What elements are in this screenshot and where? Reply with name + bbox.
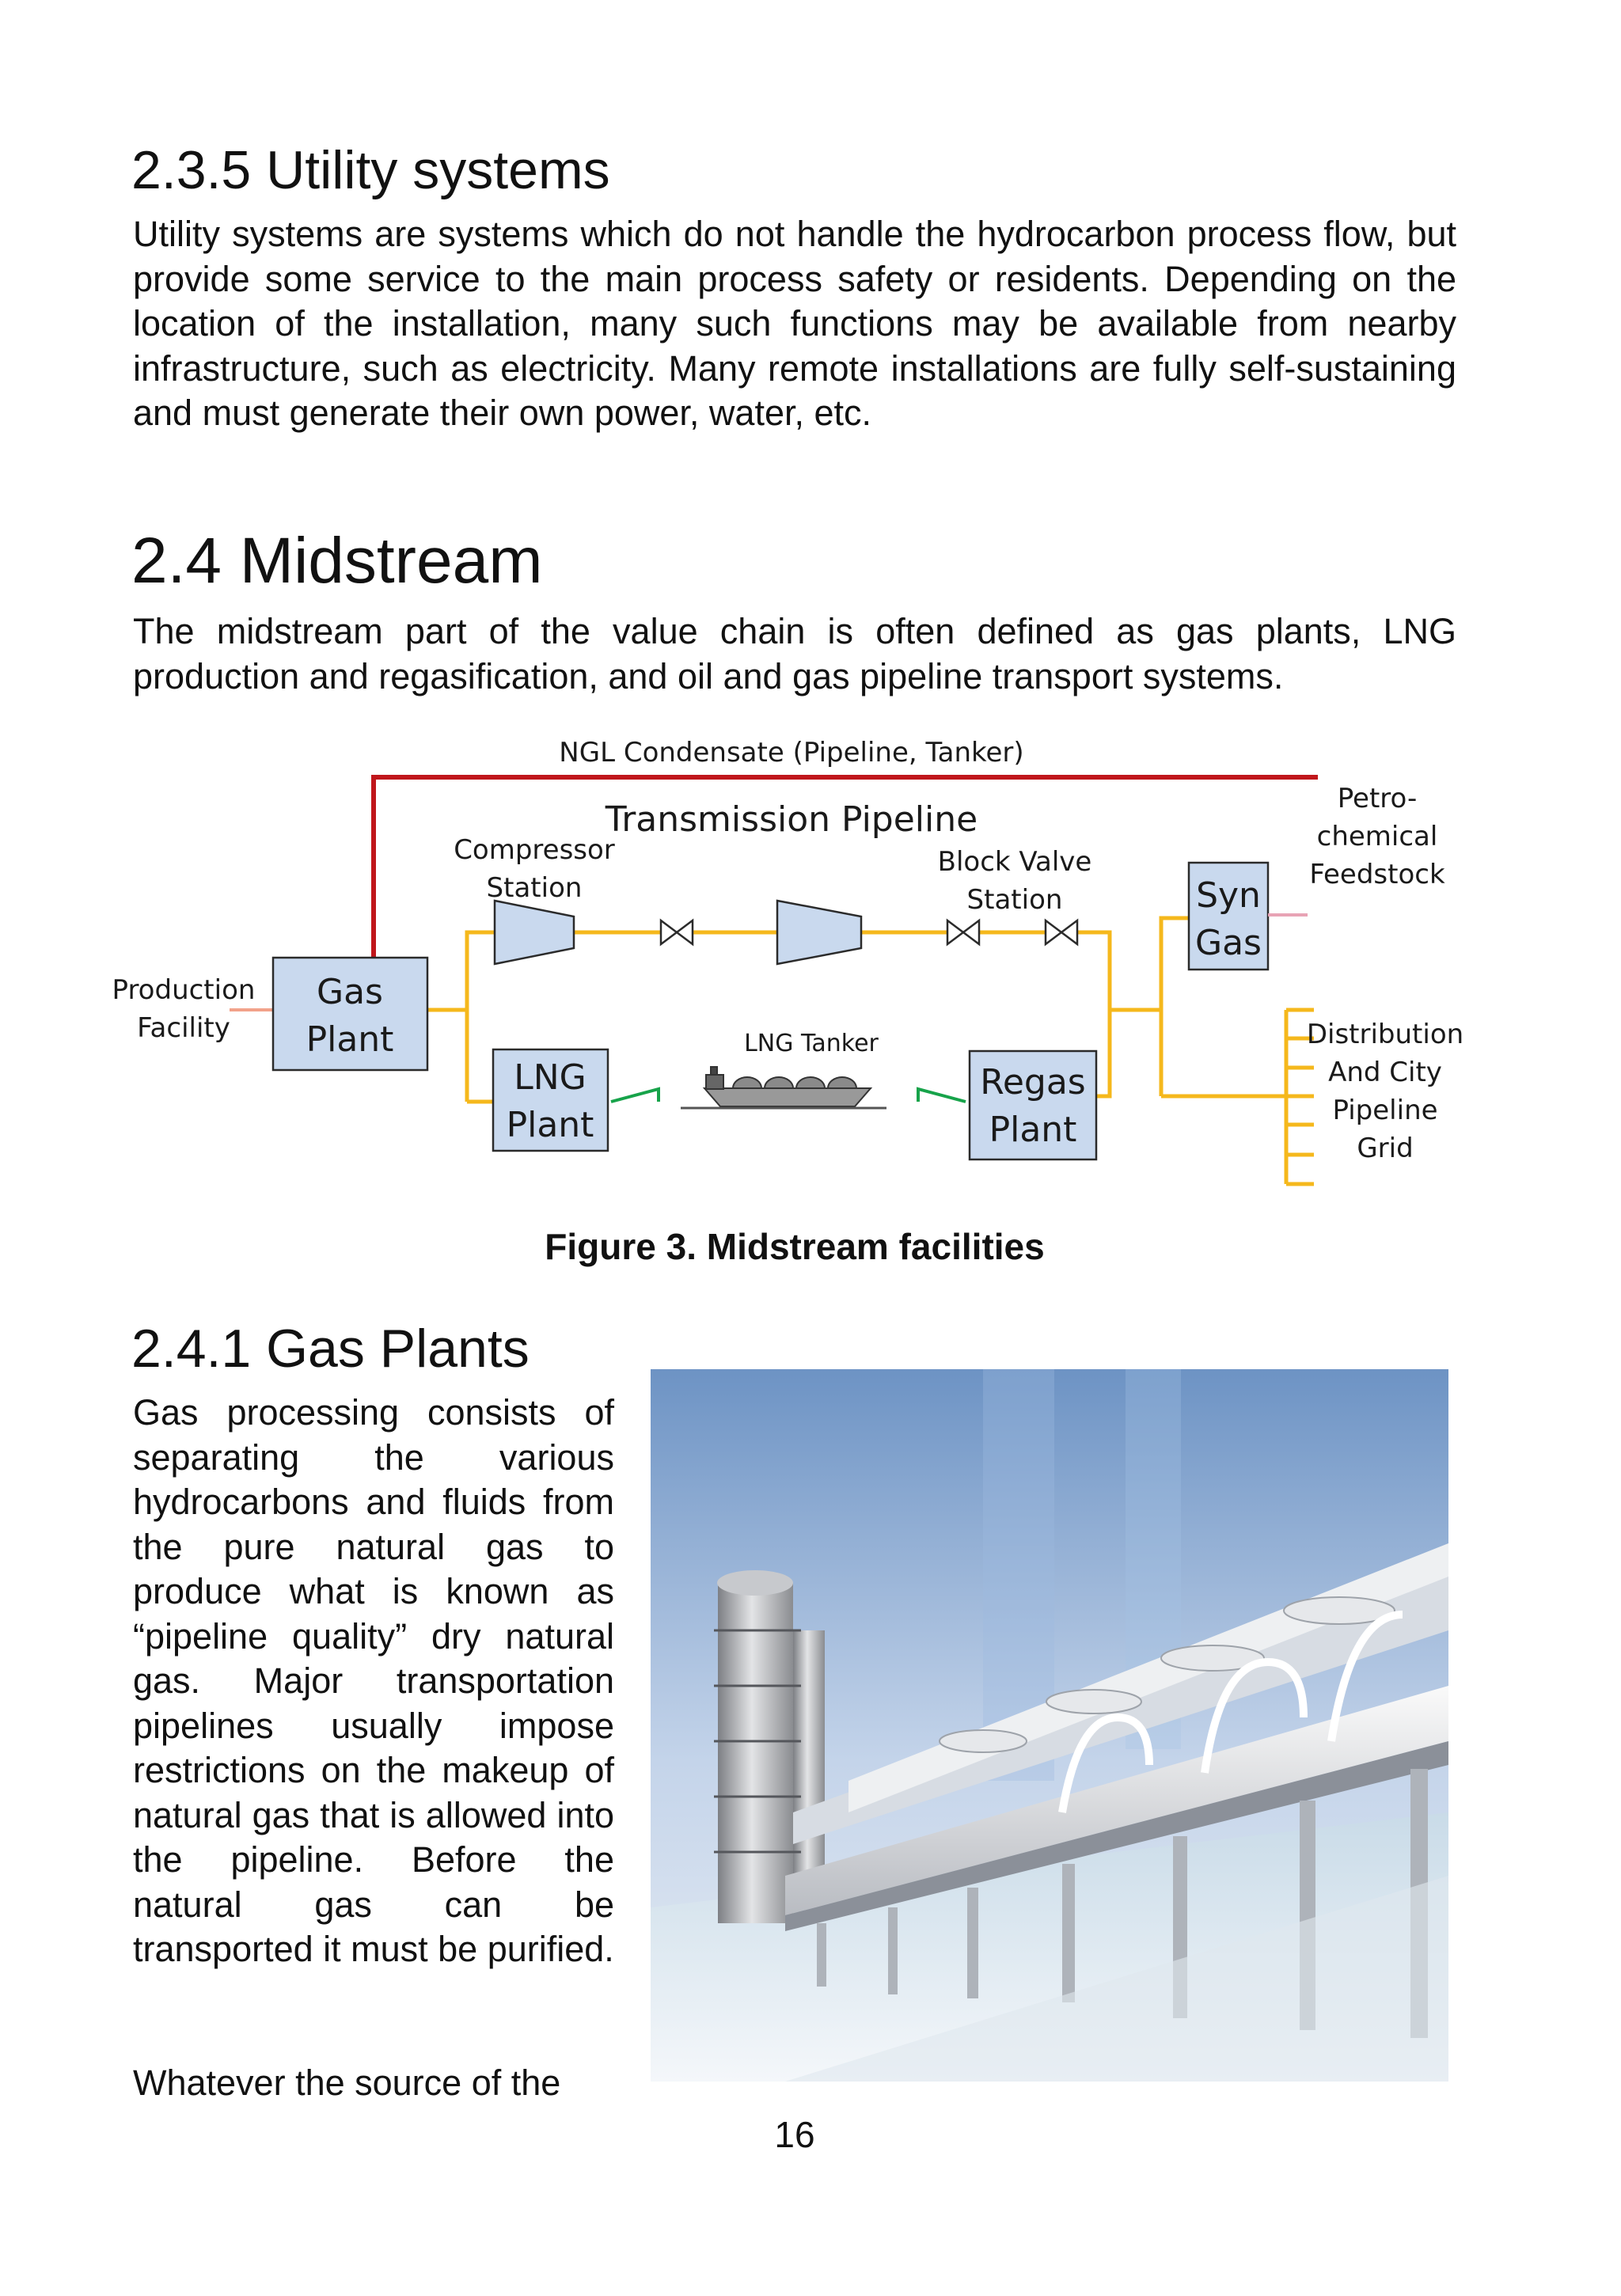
lng-plant-label-line1: LNG bbox=[514, 1057, 587, 1098]
block-valve-icon-2 bbox=[1046, 920, 1077, 944]
heading-gas-plants: 2.4.1 Gas Plants bbox=[131, 1319, 530, 1379]
lng-export-link bbox=[611, 1089, 659, 1102]
regas-plant-label-line1: Regas bbox=[980, 1062, 1086, 1102]
heading-utility-systems: 2.3.5 Utility systems bbox=[131, 140, 610, 200]
distribution-label-line2: And City bbox=[1328, 1057, 1442, 1088]
syn-gas-label-line1: Syn bbox=[1196, 875, 1261, 916]
midstream-facilities-diagram bbox=[95, 720, 1488, 1203]
lng-tanker-icon bbox=[681, 1067, 886, 1108]
petrochemical-label-line1: Petro- bbox=[1337, 783, 1418, 814]
gas-plant-label-line2: Plant bbox=[306, 1019, 394, 1060]
block-valve-label-line1: Block Valve bbox=[937, 846, 1092, 878]
petrochemical-label-line2: chemical bbox=[1316, 821, 1438, 852]
syn-gas-label-line2: Gas bbox=[1195, 923, 1262, 963]
distribution-label-line3: Pipeline bbox=[1332, 1095, 1438, 1126]
figure-caption: Figure 3. Midstream facilities bbox=[545, 1226, 1045, 1267]
ngl-condensate-label: NGL Condensate (Pipeline, Tanker) bbox=[559, 737, 1024, 768]
paragraph-midstream: The midstream part of the value chain is often defined as gas plants, LNG production and regasification, and oil and gas pipeline transport systems. bbox=[133, 611, 1456, 696]
regas-plant-label-line2: Plant bbox=[989, 1110, 1077, 1150]
paragraph-utility-systems: Utility systems are systems which do not handle the hydrocarbon process flow, but provide some service to the main process safety or residents. Depending on the location of the installation, many such functions may be available from nearby infrastructure, such as electricity. Many remote installations are fully self-sustaining and must generate their own power, water, etc. bbox=[133, 214, 1456, 433]
valve-icon bbox=[661, 920, 693, 944]
block-valve-icon bbox=[947, 920, 979, 944]
production-facility-label-line2: Facility bbox=[137, 1012, 230, 1044]
distribution-label-line4: Grid bbox=[1357, 1133, 1414, 1164]
paragraph-gas-plants: Gas processing consists of separating the various hydrocarbons and fluids from the pure natural gas to produce what is known as “pipeline quality” dry natural gas. Major transportation pipelines usually impose restrictions on the makeup of natural gas that is allowed into the pipeline. Before the natural gas can be transported it must be purified. bbox=[133, 1392, 614, 1969]
compressor-station-icon bbox=[495, 901, 574, 964]
production-facility-label-line1: Production bbox=[112, 974, 256, 1006]
paragraph-gas-plants-continued: Whatever the source of the bbox=[133, 2063, 561, 2103]
gas-plant-photo bbox=[651, 1369, 1448, 2082]
petrochemical-label-line3: Feedstock bbox=[1309, 859, 1445, 890]
distribution-label-line1: Distribution bbox=[1306, 1019, 1464, 1050]
lng-tanker-label: LNG Tanker bbox=[744, 1030, 879, 1057]
block-valve-label-line2: Station bbox=[966, 884, 1063, 916]
heading-midstream: 2.4 Midstream bbox=[131, 525, 543, 597]
transmission-pipeline-label: Transmission Pipeline bbox=[605, 799, 978, 840]
page-number: 16 bbox=[774, 2114, 815, 2155]
compressor-icon-2 bbox=[777, 901, 861, 964]
compressor-station-label-line1: Compressor bbox=[454, 834, 615, 866]
compressor-station-label-line2: Station bbox=[486, 872, 583, 904]
gas-plant-label-line1: Gas bbox=[317, 972, 383, 1012]
lng-plant-label-line2: Plant bbox=[506, 1105, 594, 1145]
lng-import-link bbox=[918, 1089, 966, 1102]
